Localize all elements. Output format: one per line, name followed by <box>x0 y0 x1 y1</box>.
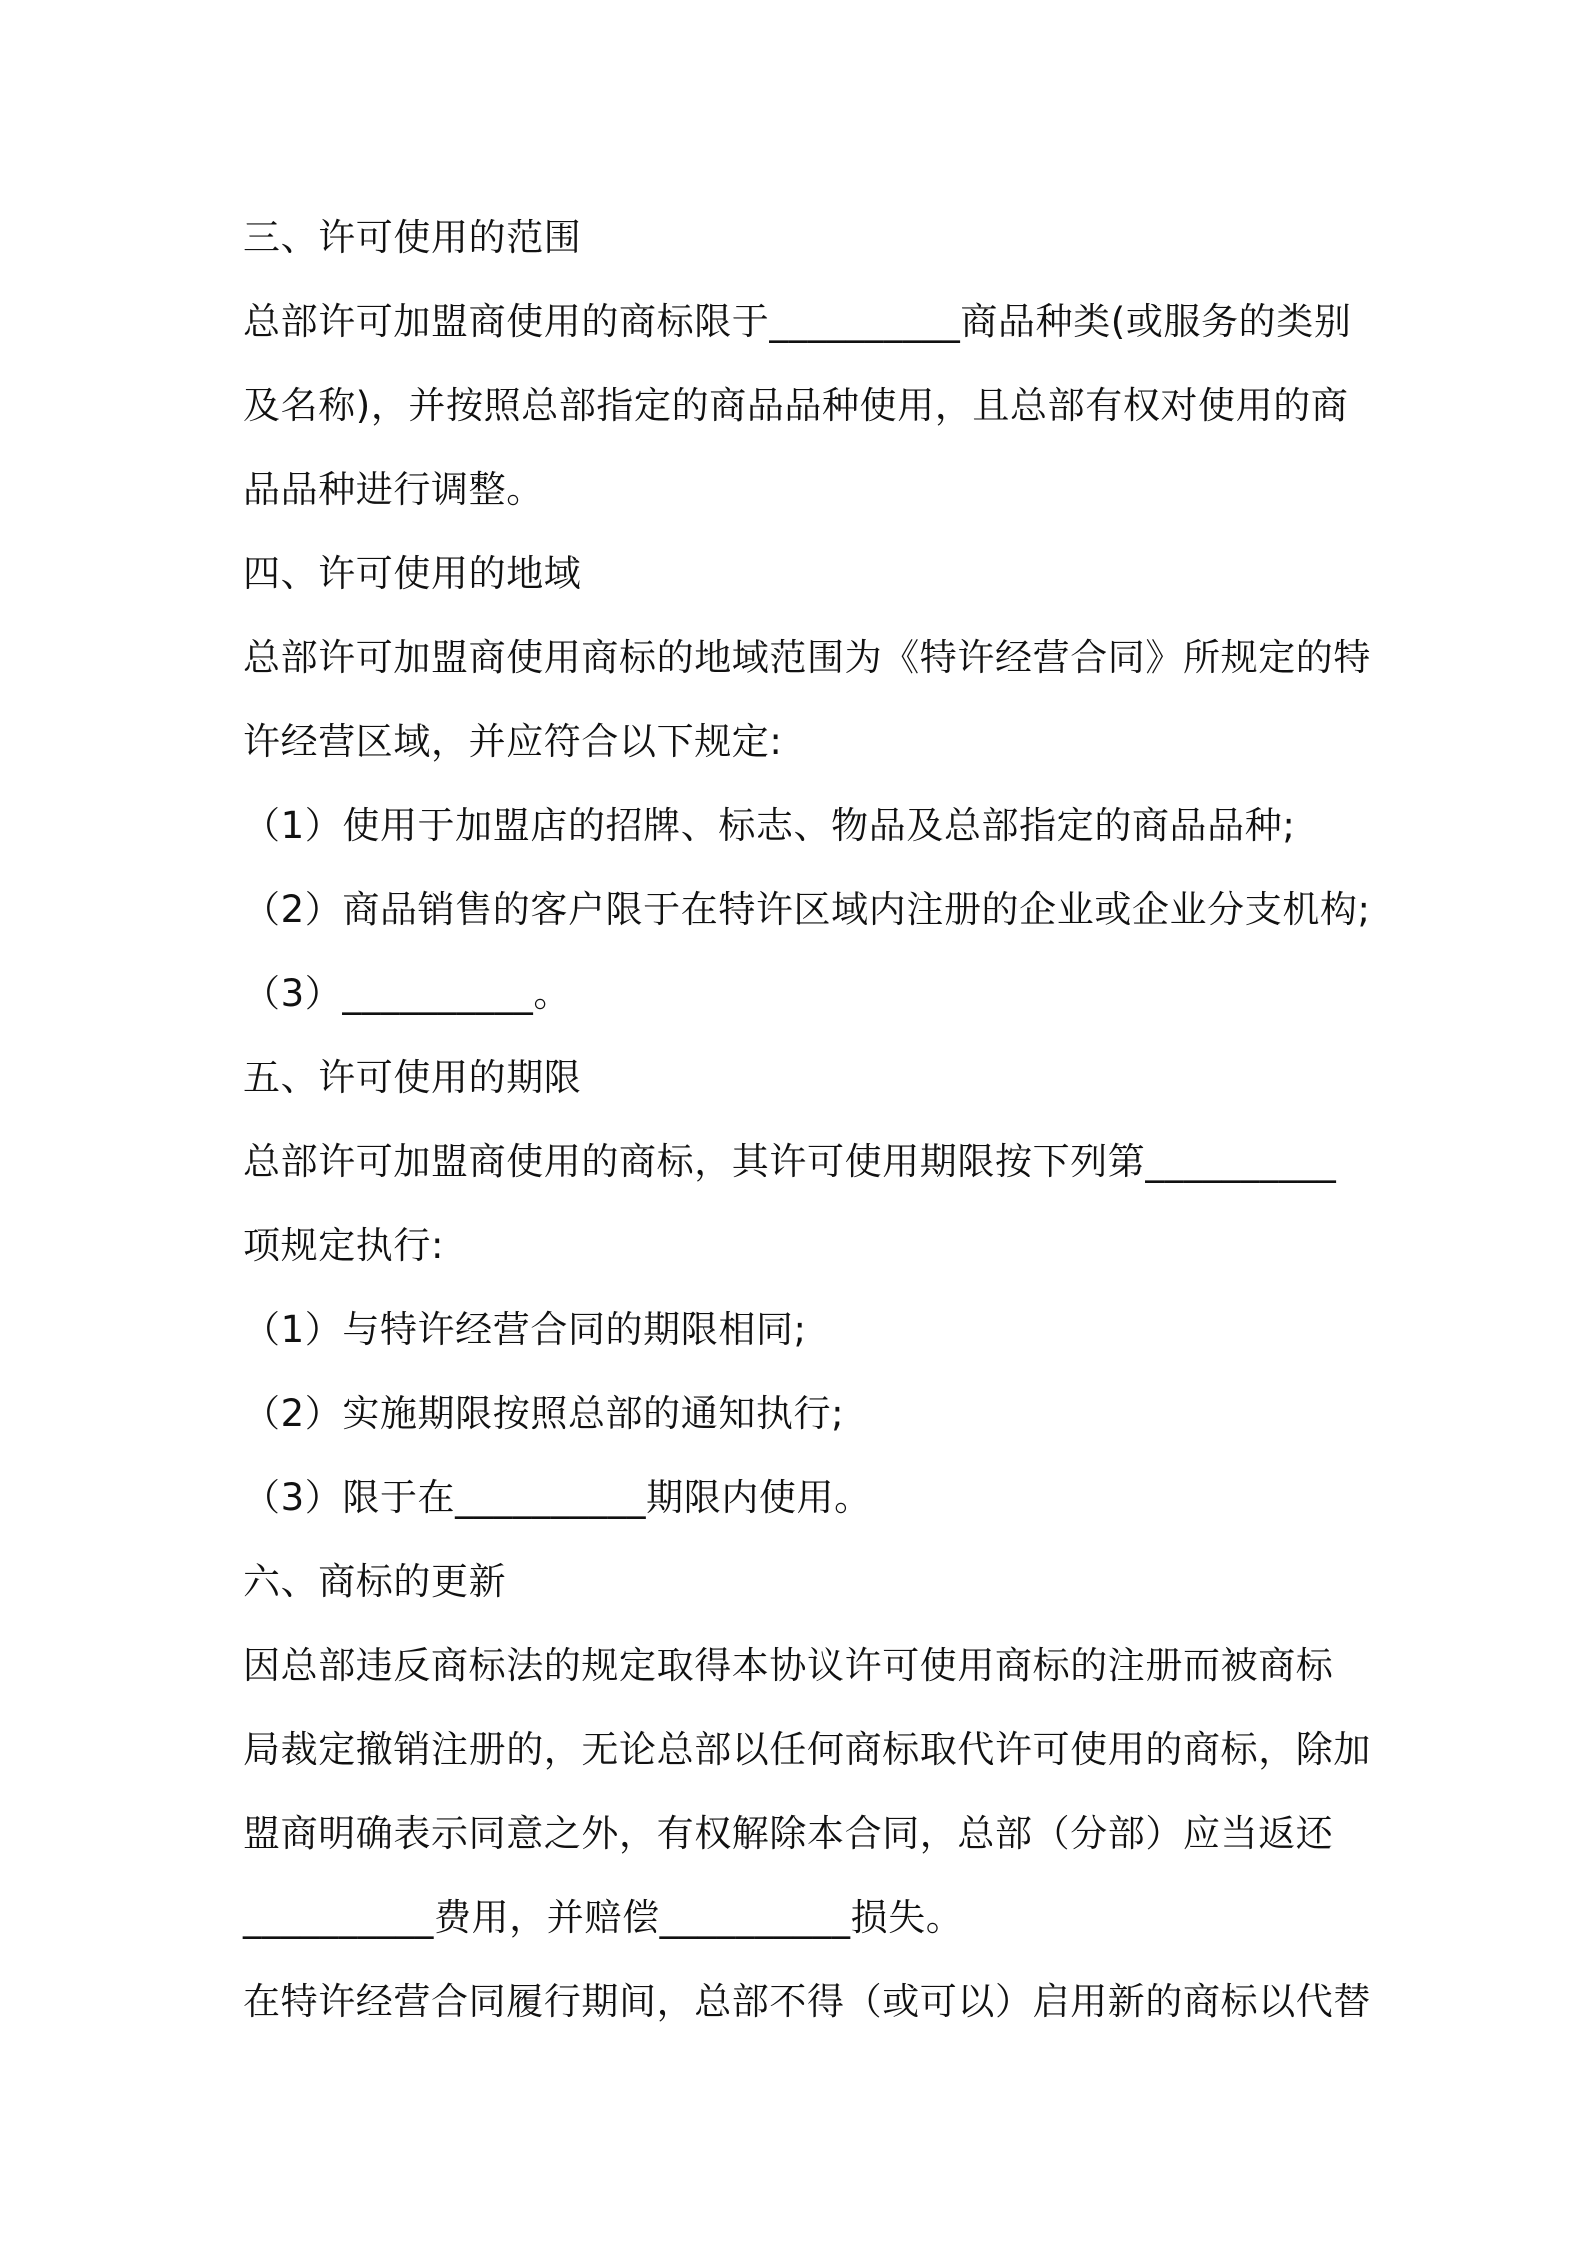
section-heading-term: 五、许可使用的期限 <box>243 1056 582 1099</box>
section-heading-region: 四、许可使用的地域 <box>243 552 582 595</box>
section-heading-renewal: 六、商标的更新 <box>243 1560 507 1603</box>
paragraph-line: 盟商明确表示同意之外，有权解除本合同，总部（分部）应当返还 <box>243 1812 1334 1855</box>
paragraph-line: 在特许经营合同履行期间，总部不得（或可以）启用新的商标以代替 <box>243 1980 1371 2023</box>
section-heading-scope: 三、许可使用的范围 <box>243 216 582 259</box>
paragraph-line: 总部许可加盟商使用的商标，其许可使用期限按下列第__________ <box>243 1140 1337 1183</box>
paragraph-line: 及名称)，并按照总部指定的商品品种使用，且总部有权对使用的商 <box>243 384 1349 427</box>
list-item: （3）限于在__________期限内使用。 <box>243 1476 872 1519</box>
paragraph-line: 总部许可加盟商使用的商标限于__________商品种类(或服务的类别 <box>243 300 1352 343</box>
document-content <box>243 196 1371 2044</box>
paragraph-line: 许经营区域，并应符合以下规定: <box>243 720 783 763</box>
paragraph-line: 因总部违反商标法的规定取得本协议许可使用商标的注册而被商标 <box>243 1644 1334 1687</box>
paragraph-line: 总部许可加盟商使用商标的地域范围为《特许经营合同》所规定的特 <box>243 636 1371 679</box>
list-item: （2）商品销售的客户限于在特许区域内注册的企业或企业分支机构; <box>243 888 1371 931</box>
list-item: （2）实施期限按照总部的通知执行; <box>243 1392 845 1435</box>
paragraph-line: __________费用，并赔偿__________损失。 <box>243 1896 964 1939</box>
list-item: （1）使用于加盟店的招牌、标志、物品及总部指定的商品品种; <box>243 804 1296 847</box>
paragraph-line: 项规定执行: <box>243 1224 445 1267</box>
list-item: （3）__________。 <box>243 972 571 1015</box>
paragraph-line: 品品种进行调整。 <box>243 468 544 511</box>
paragraph-line: 局裁定撤销注册的，无论总部以任何商标取代许可使用的商标，除加 <box>243 1728 1371 1771</box>
list-item: （1）与特许经营合同的期限相同; <box>243 1308 807 1351</box>
